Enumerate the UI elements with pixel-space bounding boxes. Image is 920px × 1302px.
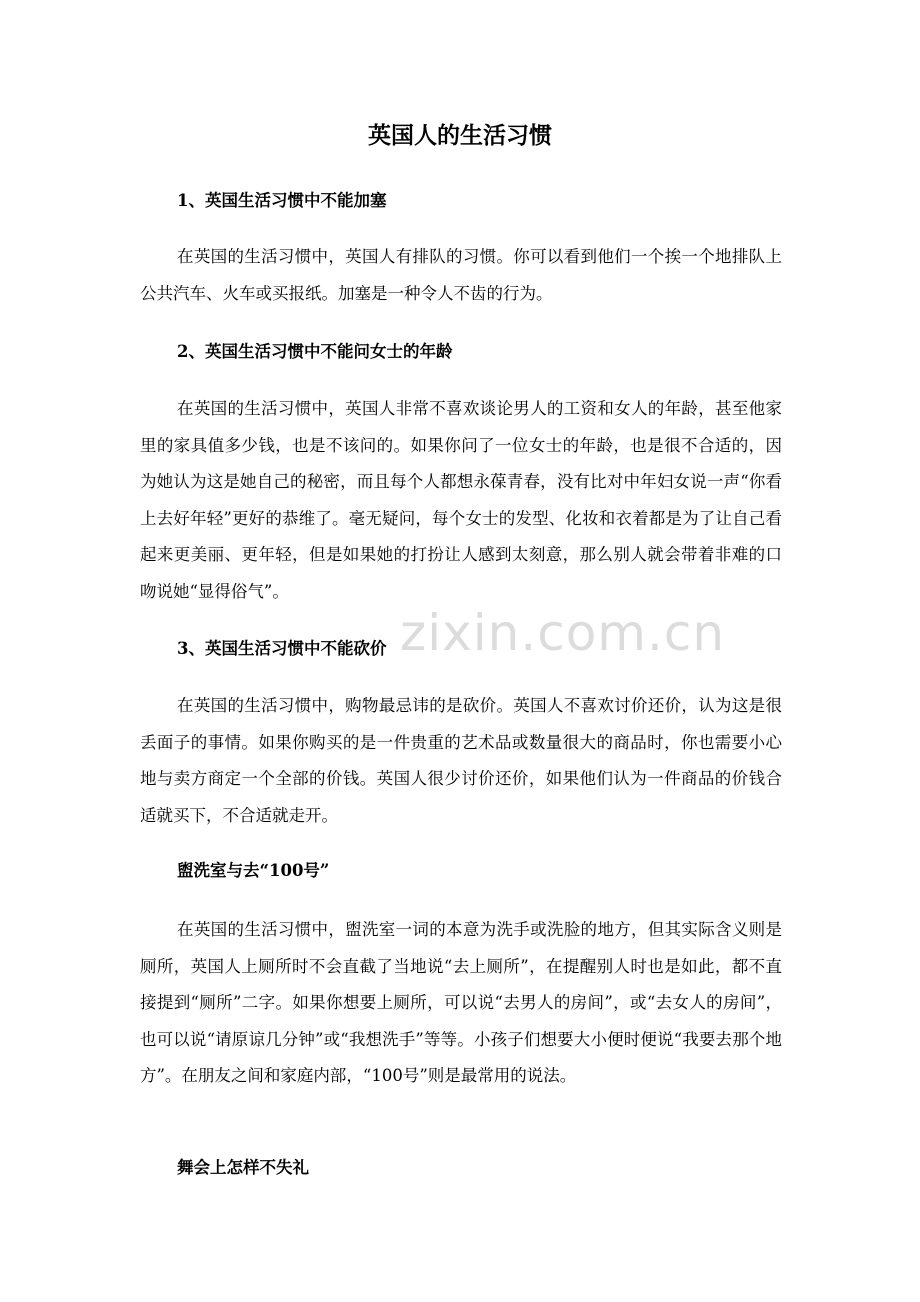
section-5-heading: 舞会上怎样不失礼 [177, 1158, 309, 1177]
section-2-heading: 2、英国生活习惯中不能问女士的年龄 [177, 342, 453, 361]
section-4-heading: 盥洗室与去“100号” [177, 861, 330, 880]
section-1-heading: 1、英国生活习惯中不能加塞 [177, 191, 387, 210]
watermark: zixin.com.cn [400, 604, 726, 662]
section-2-body: 在英国的生活习惯中，英国人非常不喜欢谈论男人的工资和女人的年龄，甚至他家里的家具值多少钱，也是不该问的。如果你问了一位女士的年龄，也是很不合适的，因为她认为这是她自己的秘密，而且每个人都想永葆青春，没有比对中年妇女说一声“你看上去好年轻”更好的恭维了。毫无疑问，每个女士的发型、化妆和衣着都是为了让自己看起来更美丽、更年轻，但是如果她的打扮让人感到太刻意，那么别人就会带着非难的口吻说她“显得俗气”。 [140, 399, 782, 601]
document-title: 英国人的生活习惯 [368, 122, 552, 149]
section-3-heading: 3、英国生活习惯中不能砍价 [177, 639, 387, 658]
section-1-body: 在英国的生活习惯中，英国人有排队的习惯。你可以看到他们一个挨一个地排队上公共汽车、火车或买报纸。加塞是一种令人不齿的行为。 [140, 247, 782, 303]
section-3-body: 在英国的生活习惯中，购物最忌讳的是砍价。英国人不喜欢讨价还价，认为这是很丢面子的事情。如果你购买的是一件贵重的艺术品或数量很大的商品时，你也需要小心地与卖方商定一个全部的价钱。英国人很少讨价还价，如果他们认为一件商品的价钱合适就买下，不合适就走开。 [140, 696, 782, 825]
section-4-body: 在英国的生活习惯中，盥洗室一词的本意为洗手或洗脸的地方，但其实际含义则是厕所，英国人上厕所时不会直截了当地说“去上厕所”，在提醒别人时也是如此，都不直接提到“厕所”二字。如果你想要上厕所，可以说“去男人的房间”，或“去女人的房间”，也可以说“请原谅几分钟”或“我想洗手”等等。小孩子们想要大小便时便说“我要去那个地方”。在朋友之间和家庭内部，“100号”则是最常用的说法。 [140, 920, 782, 1086]
